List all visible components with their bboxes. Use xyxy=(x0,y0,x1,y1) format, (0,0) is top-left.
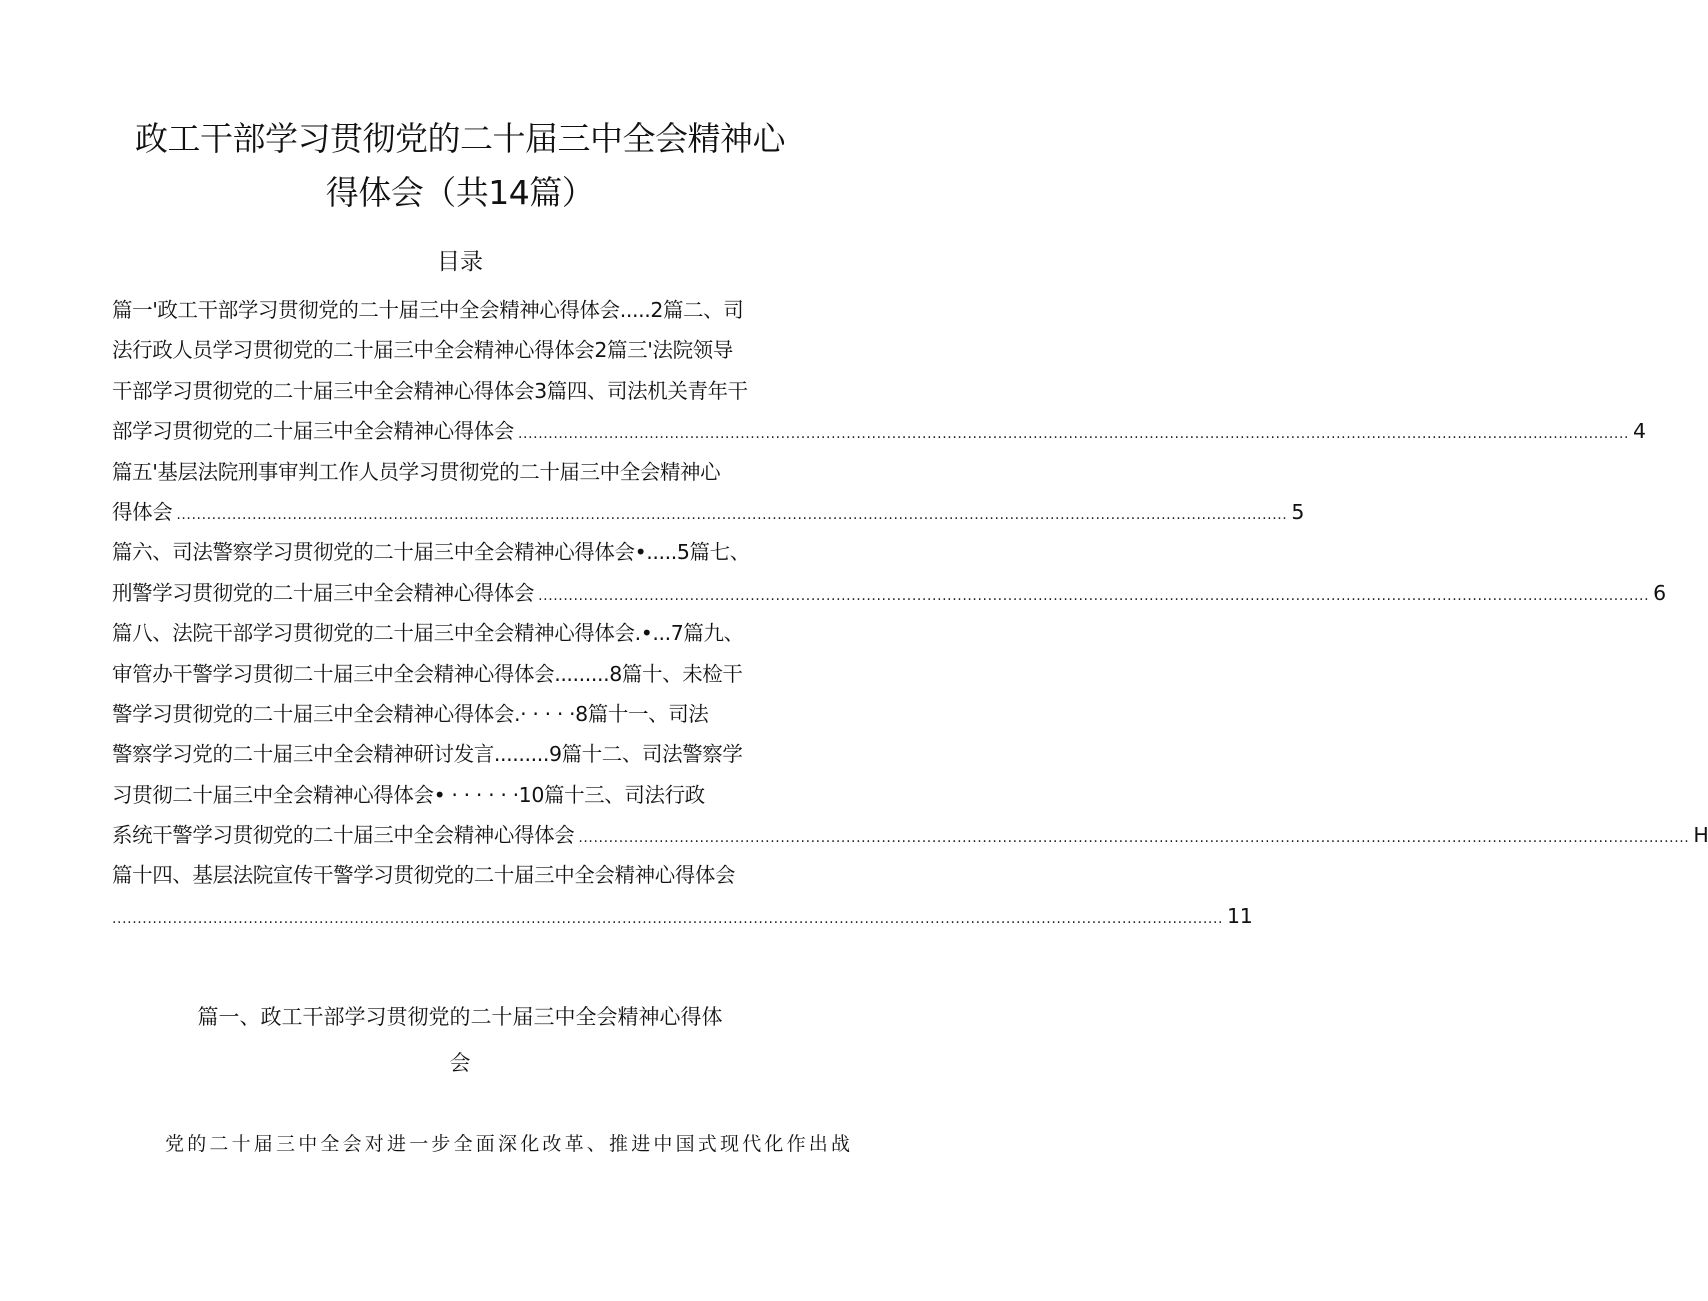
toc-line-text: 篇一'政工干部学习贯彻党的二十届三中全会精神心得体会.....2篇二、司 xyxy=(112,298,744,322)
toc-line[interactable] xyxy=(112,855,842,895)
toc-line[interactable] xyxy=(112,896,1253,936)
table-of-contents xyxy=(112,290,1708,936)
section-title xyxy=(60,994,860,1086)
toc-line[interactable] xyxy=(112,371,842,411)
toc-line[interactable] xyxy=(112,694,842,734)
toc-line[interactable] xyxy=(112,573,1666,613)
toc-page-number: 5 xyxy=(1291,499,1305,524)
dot-leader: ............................................................................................................................................................................................................................ xyxy=(578,830,1690,847)
toc-line-text: 篇五'基层法院刑事审判工作人员学习贯彻党的二十届三中全会精神心 xyxy=(112,459,721,484)
toc-line[interactable] xyxy=(112,411,1646,451)
toc-line[interactable] xyxy=(112,775,842,815)
toc-line[interactable] xyxy=(112,734,842,774)
toc-line[interactable] xyxy=(112,290,842,330)
section-title-line: 篇一、政工干部学习贯彻党的二十届三中全会精神心得体 xyxy=(197,1005,723,1029)
toc-line[interactable] xyxy=(112,330,842,370)
toc-heading: 目录 xyxy=(437,249,483,275)
toc-line-text: 得体会 xyxy=(112,499,173,524)
body-paragraph: 党的二十届三中全会对进一步全面深化改革、推进中国式现代化作出战 xyxy=(165,1133,854,1155)
toc-line-text: 习贯彻二十届三中全会精神心得体会• · · · · · ·10篇十三、司法行政 xyxy=(112,782,705,807)
toc-line-text: 审管办干警学习贯彻二十届三中全会精神心得体会.........8篇十、未检干 xyxy=(112,661,743,686)
toc-line-text: 警学习贯彻党的二十届三中全会精神心得体会.· · · · ·8篇十一、司法 xyxy=(112,701,709,726)
toc-line[interactable] xyxy=(112,492,1305,532)
title-line: 得体会（共14篇） xyxy=(325,173,595,212)
title-line: 政工干部学习贯彻党的二十届三中全会精神心 xyxy=(135,119,785,158)
toc-line[interactable] xyxy=(112,613,842,653)
toc-line-text: 法行政人员学习贯彻党的二十届三中全会精神心得体会2篇三'法院领导 xyxy=(112,338,733,363)
toc-line-text: 篇八、法院干部学习贯彻党的二十届三中全会精神心得体会.•...7篇九、 xyxy=(112,621,744,646)
section-title-line: 会 xyxy=(449,1051,471,1075)
toc-page-number: H xyxy=(1693,823,1708,848)
toc-line-text: 警察学习党的二十届三中全会精神研讨发言.........9篇十二、司法警察学 xyxy=(112,742,743,767)
toc-page-number: 4 xyxy=(1633,419,1646,444)
toc-line[interactable] xyxy=(112,654,842,694)
toc-line-text: 篇六、司法警察学习贯彻党的二十届三中全会精神心得体会•.....5篇七、 xyxy=(112,540,750,565)
toc-line[interactable] xyxy=(112,815,1708,855)
toc-page-number: 11 xyxy=(1227,903,1253,928)
dot-leader: ............................................................................................................................................................................................................................ xyxy=(112,910,1224,927)
toc-line-text: 系统干警学习贯彻党的二十届三中全会精神心得体会 xyxy=(112,823,575,848)
dot-leader: ............................................................................................................................................................................................................................ xyxy=(176,506,1288,523)
toc-line[interactable] xyxy=(112,532,842,572)
dot-leader: ............................................................................................................................................................................................................................ xyxy=(538,587,1650,604)
dot-leader: ............................................................................................................................................................................................................................ xyxy=(518,426,1630,443)
toc-page-number: 6 xyxy=(1653,580,1666,605)
toc-line-text: 干部学习贯彻党的二十届三中全会精神心得体会3篇四、司法机关青年干 xyxy=(112,378,748,403)
toc-line-text: 篇十四、基层法院宣传干警学习贯彻党的二十届三中全会精神心得体会 xyxy=(112,863,736,888)
document-title xyxy=(60,112,860,220)
toc-line-text: 部学习贯彻党的二十届三中全会精神心得体会 xyxy=(112,419,514,444)
toc-line-text: 刑警学习贯彻党的二十届三中全会精神心得体会 xyxy=(112,580,535,605)
toc-line[interactable] xyxy=(112,452,842,492)
